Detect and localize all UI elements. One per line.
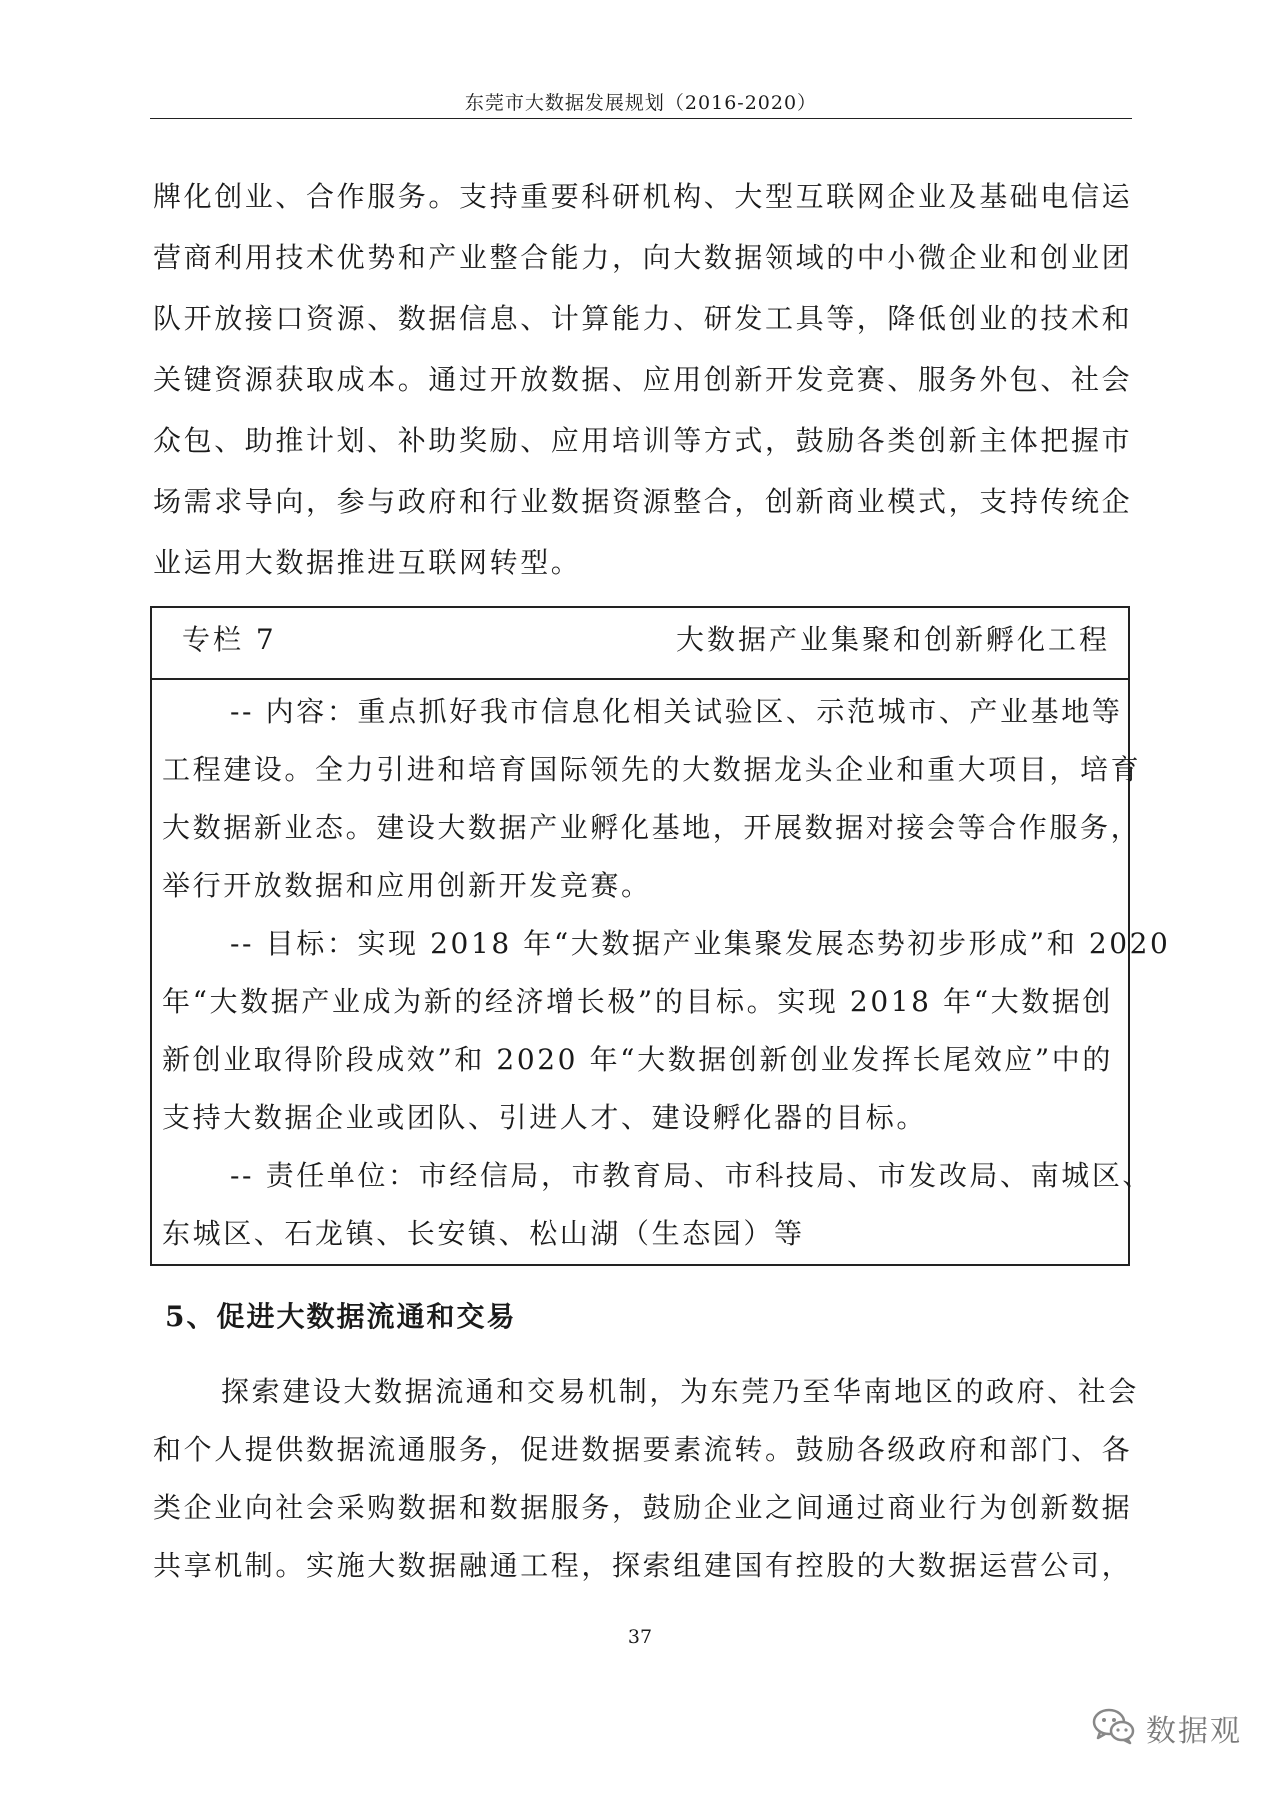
- text-line: 工程建设。全力引进和培育国际领先的大数据龙头企业和重大项目，培育: [162, 753, 1142, 786]
- wechat-icon: [1092, 1707, 1136, 1749]
- text-line: 营商利用技术优势和产业整合能力，向大数据领域的中小微企业和创业团: [153, 241, 1133, 274]
- watermark: [1092, 1705, 1242, 1751]
- text-line: 举行开放数据和应用创新开发竞赛。: [162, 869, 652, 902]
- text-line: 大数据新业态。建设大数据产业孵化基地，开展数据对接会等合作服务，: [162, 811, 1142, 844]
- text-line: 队开放接口资源、数据信息、计算能力、研发工具等，降低创业的技术和: [153, 302, 1133, 335]
- text-line: -- 责任单位：市经信局，市教育局、市科技局、市发改局、南城区、: [230, 1159, 1154, 1192]
- text-line: 和个人提供数据流通服务，促进数据要素流转。鼓励各级政府和部门、各: [153, 1433, 1133, 1466]
- column-box: [150, 606, 1171, 1266]
- page-header: 东莞市大数据发展规划（2016-2020）: [464, 92, 818, 114]
- text-line: -- 目标：实现 2018 年“大数据产业集聚发展态势初步形成”和 2020: [230, 927, 1171, 960]
- text-line: 类企业向社会采购数据和数据服务，鼓励企业之间通过商业行为创新数据: [153, 1491, 1133, 1524]
- text-line: 支持大数据企业或团队、引进人才、建设孵化器的目标。: [162, 1101, 928, 1134]
- text-line: 探索建设大数据流通和交易机制，为东莞乃至华南地区的政府、社会: [221, 1375, 1140, 1408]
- text-line: -- 内容：重点抓好我市信息化相关试验区、示范城市、产业基地等: [230, 695, 1123, 728]
- text-line: 众包、助推计划、补助奖励、应用培训等方式，鼓励各类创新主体把握市: [153, 424, 1133, 457]
- text-line: 共享机制。实施大数据融通工程，探索组建国有控股的大数据运营公司，: [153, 1549, 1133, 1582]
- text-line: 业运用大数据推进互联网转型。: [153, 546, 582, 579]
- column-label: 专栏 7: [182, 623, 277, 656]
- text-line: 东城区、石龙镇、长安镇、松山湖（生态园）等: [162, 1217, 805, 1250]
- intro-paragraph: [153, 175, 1133, 595]
- text-line: 场需求导向，参与政府和行业数据资源整合，创新商业模式，支持传统企: [153, 485, 1133, 518]
- text-line: 新创业取得阶段成效”和 2020 年“大数据创新创业发挥长尾效应”中的: [162, 1043, 1114, 1076]
- header-rule: [150, 118, 1132, 119]
- section-paragraph: [153, 1370, 1140, 1610]
- section-heading: 5、促进大数据流通和交易: [165, 1300, 517, 1333]
- page-number: 37: [627, 1626, 653, 1648]
- text-line: 牌化创业、合作服务。支持重要科研机构、大型互联网企业及基础电信运: [153, 180, 1133, 213]
- text-line: 年“大数据产业成为新的经济增长极”的目标。实现 2018 年“大数据创: [162, 985, 1114, 1018]
- column-title: 大数据产业集聚和创新孵化工程: [675, 623, 1110, 656]
- box-divider: [152, 678, 1128, 680]
- text-line: 关键资源获取成本。通过开放数据、应用创新开发竞赛、服务外包、社会: [153, 363, 1133, 396]
- column-content: [162, 690, 1171, 1260]
- watermark-text: 数据观: [1146, 1714, 1242, 1749]
